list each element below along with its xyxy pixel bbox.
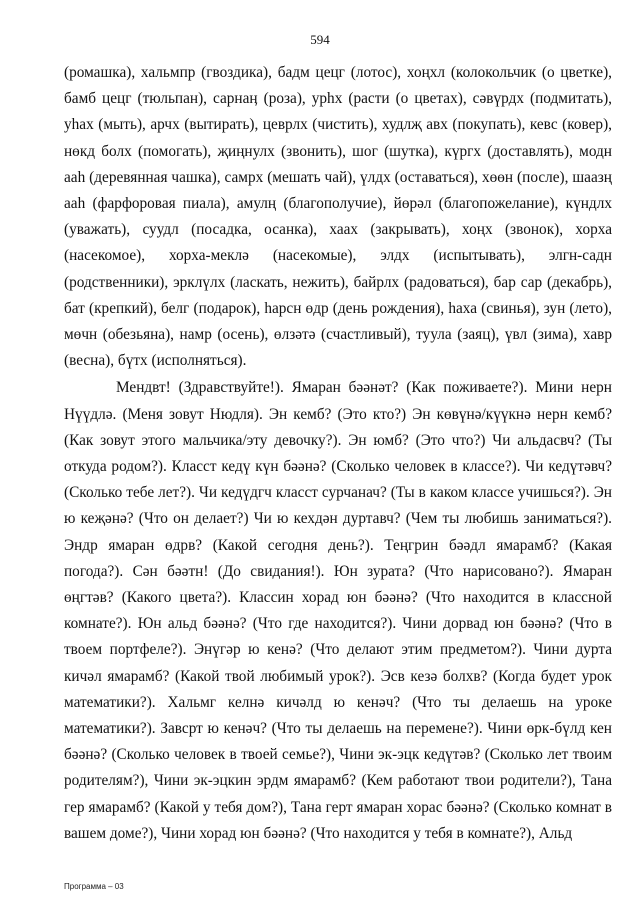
footer-program-label: Программа – 03 <box>64 882 124 891</box>
paragraph-phrases: Мендвт! (Здравствуйте!). Ямаран бәәнәт? (Как поживаете?). Мини нерн Нүүдлә. (Меня зовут Нюдля). Эн кемб? (Это кто?) Эн көвүнә/күүкнә нерн кемб? (Как зовут этого мальчика/эту девочку?). Эн юмб? (Это что?) Чи альдасвч? (Ты откуда родом?). Класст кедү күн бәәнә? (Сколько человек в классе?). Чи кедүтәвч? (Сколько тебе лет?). Чи кедүдгч класст сурчанач? (Ты в каком классе учишься?). Эн ю кеҗәнә? (Что он делает?) Чи ю кехдән дуртавч? (Чем ты любишь заниматься?). Эндр ямаран өдрв? (Какой сегодня день?). Теңгрин бәәдл ямарамб? (Какая погода?). Сән бәәтн! (До свидания!). Юн зурата? (Что нарисовано?). Ямаран өңгтәв? (Какого цвета?). Классин хорад юн бәәнә? (Что находится в классной комнате?). Юн альд бәәнә? (Что где находится?). Чини дорвад юн бәәнә? (Что в твоем портфеле?). Энүгәр ю кенә? (Что делают этим предметом?). Чини дурта кичәл ямарамб? (Какой твой любимый урок?). Эсв кезә болхв? (Когда будет урок математики?). Хальмг келнә кичәлд ю кенәч? (Что ты делаешь на уроке математики?). Завсрт ю кенәч? (Что ты делаешь на перемене?). Чини өрк-бүлд кен бәәнә? (Сколько человек в твоей семье?), Чини эк-эцк кедүтәв? (Сколько лет твоим родителям?), Чини эк-эцкин эрдм ямарамб? (Кем работают твои родители?), Тана гер ямарамб? (Какой у тебя дом?), Тана герт ямаран хорас бәәнә? (Сколько комнат в вашем доме?), Чини хорад юн бәәнә? (Что находится у тебя в комнате?), Альд <box>64 379 612 842</box>
body-text <box>64 60 612 847</box>
paragraph-vocabulary: (ромашка), хальмпр (гвоздика), бадм цецг (лотос), хоңхл (колокольчик (о цветке), бамб цецг (тюльпан), сарнаӊ (роза), урһх (расти (о цветах), сәвүрдх (подмитать), уһах (мыть), арчх (вытирать), цеврлх (чистить), худлҗ авх (покупать), кевс (ковер), нөкд болх (помогать), җиңнулх (звонить), шог (шутка), күргх (доставлять), модн ааһ (деревянная чашка), самрх (мешать чай), үлдх (оставаться), хөөн (после), шаазң ааһ (фарфоровая пиала), амулң (благополучие), йөрәл (благопожелание), күндлх (уважать), суудл (посадка, осанка), хаах (закрывать), хоңх (звонок), хорха (насекомое), хорха-меклә (насекомые), элдх (испытывать), элгн-садн (родственники), эрклүлх (ласкать, нежить), байрлх (радоваться), бар сар (декабрь), бат (крепкий), белг (подарок), һарсн өдр (день рождения), һаха (свинья), зун (лето), мөчн (обезьяна), намр (осень), өлзәтә (счастливый), туула (заяц), үвл (зима), хавр (весна), бүтх (исполняться). <box>64 64 612 370</box>
page-number: 594 <box>310 32 330 47</box>
